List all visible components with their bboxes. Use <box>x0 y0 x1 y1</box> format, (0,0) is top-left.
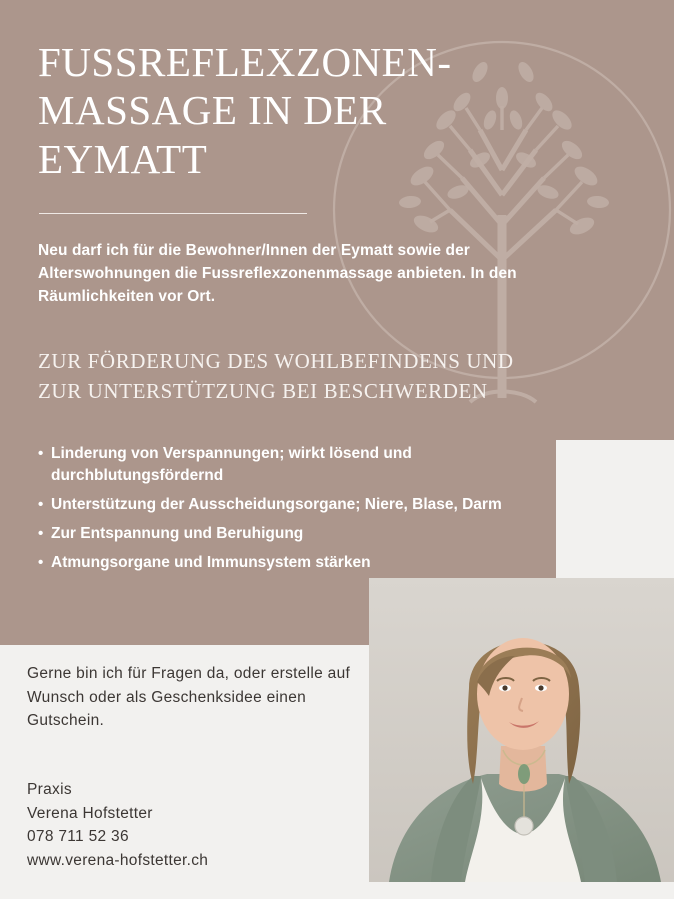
list-item-label: Atmungsorgane und Immunsystem stärken <box>51 554 371 571</box>
poster-headline: FUSSREFLEXZONEN-MASSAGE IN DER EYMATT <box>38 39 452 182</box>
bullet-icon: • <box>38 496 44 513</box>
benefits-list <box>38 443 538 581</box>
list-item-label: Linderung von Verspannungen; wirkt lösend und durchblutungsfördernd <box>51 445 412 484</box>
bullet-icon: • <box>38 525 44 542</box>
divider-rule <box>39 213 307 214</box>
list-item-label: Unterstützung der Ausscheidungsorgane; Niere, Blase, Darm <box>51 496 502 513</box>
list-item <box>38 552 538 574</box>
contact-phone: 078 711 52 36 <box>27 828 129 846</box>
contact-name: Verena Hofstetter <box>27 804 153 822</box>
list-item-label: Zur Entspannung und Beruhigung <box>51 525 304 542</box>
bullet-icon: • <box>38 445 44 462</box>
intro-paragraph: Neu darf ich für die Bewohner/Innen der Eymatt sowie der Alterswohnungen die Fussreflexzonenmassage anbieten. In den Räumlichkeiten vor Ort. <box>38 242 517 305</box>
taupe-panel-right <box>556 0 674 440</box>
portrait-photo <box>369 578 674 882</box>
subheading: ZUR FÖRDERUNG DES WOHLBEFINDENS UND ZUR UNTERSTÜTZUNG BEI BESCHWERDEN <box>38 349 514 403</box>
list-item <box>38 494 538 516</box>
contact-practice-label: Praxis <box>27 781 72 798</box>
contact-website: www.verena-hofstetter.ch <box>27 851 209 869</box>
bullet-icon: • <box>38 554 44 571</box>
contact-intro-text: Gerne bin ich für Fragen da, oder erstelle auf Wunsch oder als Geschenksidee einen Gutschein. <box>27 665 351 730</box>
contact-block <box>27 778 357 872</box>
list-item <box>38 443 538 487</box>
list-item <box>38 523 538 545</box>
